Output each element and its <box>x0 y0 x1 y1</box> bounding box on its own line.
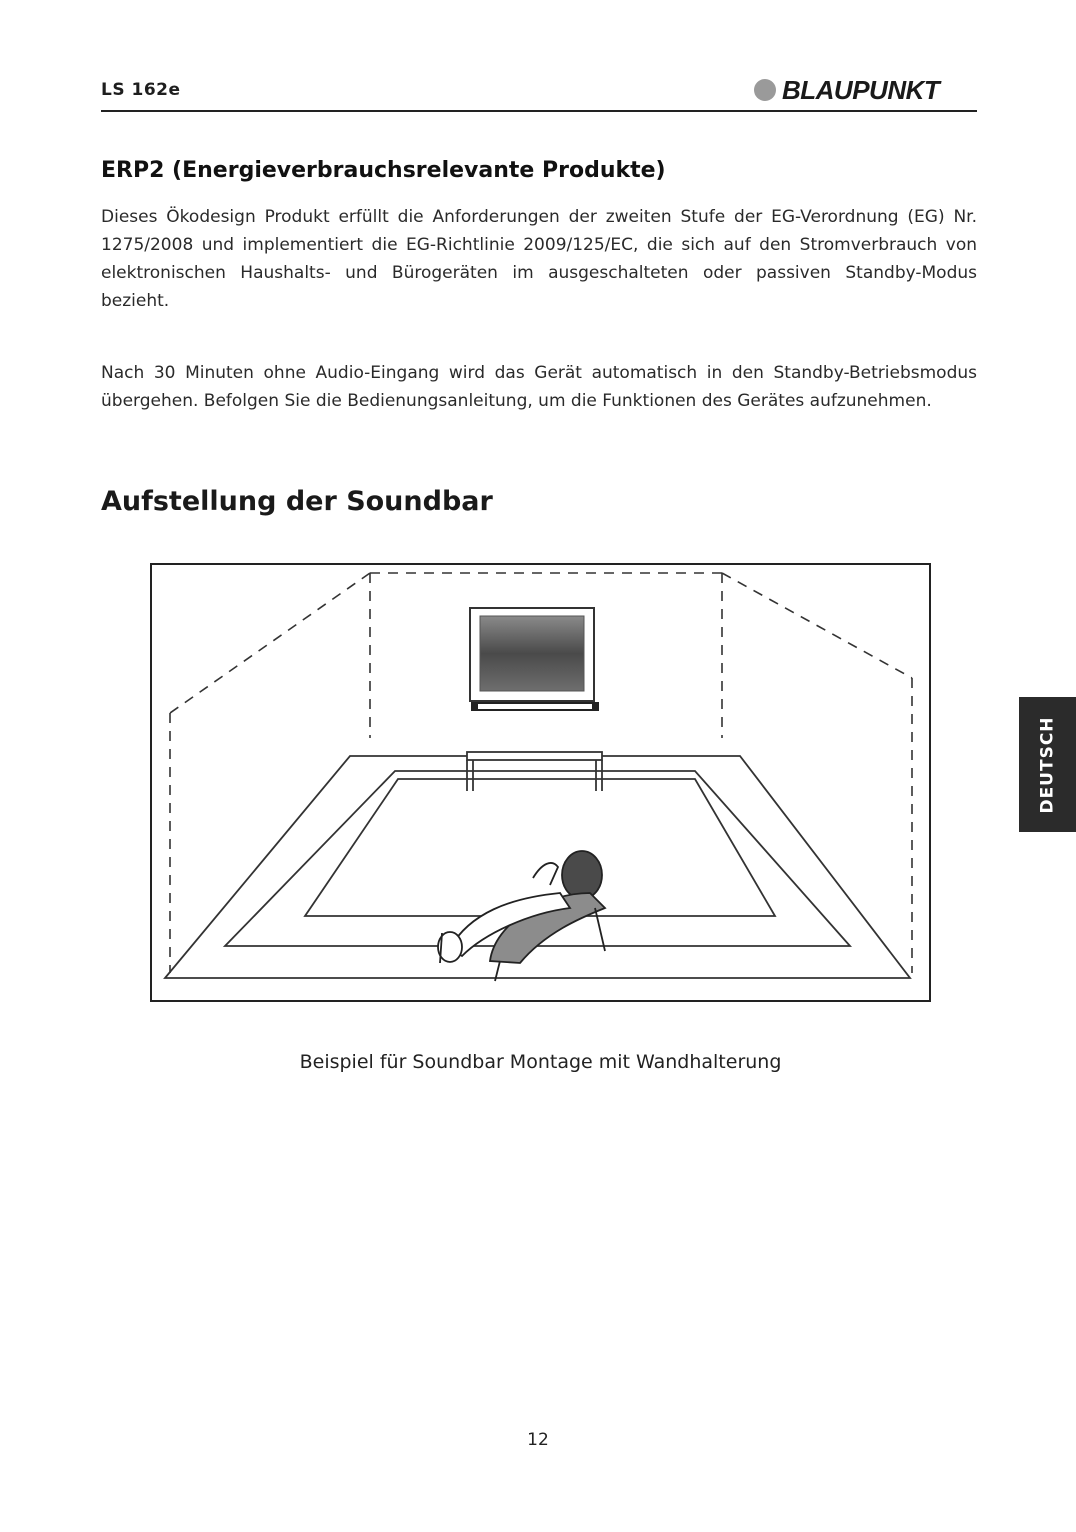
brand-logo <box>754 74 939 106</box>
brand-name: BLAUPUNKT <box>782 74 940 105</box>
page-number: 12 <box>527 1430 549 1450</box>
soundbar-room-illustration <box>150 563 931 1002</box>
language-tab-label: DEUTSCH <box>1037 715 1058 814</box>
model-number: LS 162e <box>101 80 181 100</box>
header-divider <box>101 110 977 112</box>
language-tab <box>1019 697 1076 832</box>
logo-dot-icon <box>754 79 776 101</box>
erp-paragraph-2: Nach 30 Minuten ohne Audio-Eingang wird das Gerät automatisch in den Standby-Betriebsmodus übergehen. Befolgen Sie die Bedienungsanleitung, um die Funktionen des Gerätes aufzunehmen. <box>101 363 977 411</box>
erp-paragraph-1: Dieses Ökodesign Produkt erfüllt die Anforderungen der zweiten Stufe der EG-Verordnung (EG) Nr. 1275/2008 und implementiert die EG-Richtlinie 2009/125/EC, die sich auf den Stromverbrauch von elektronischen Haushalts- und Bürogeräten im ausgeschalteten oder passiven Standby-Modus bezieht. <box>101 207 977 311</box>
erp-section-title: ERP2 (Energieverbrauchsrelevante Produkte) <box>101 158 666 183</box>
tv-screen <box>470 608 598 710</box>
soundbar-shape <box>472 703 598 710</box>
figure-caption: Beispiel für Soundbar Montage mit Wandhalterung <box>299 1051 782 1073</box>
placement-heading: Aufstellung der Soundbar <box>101 486 493 517</box>
